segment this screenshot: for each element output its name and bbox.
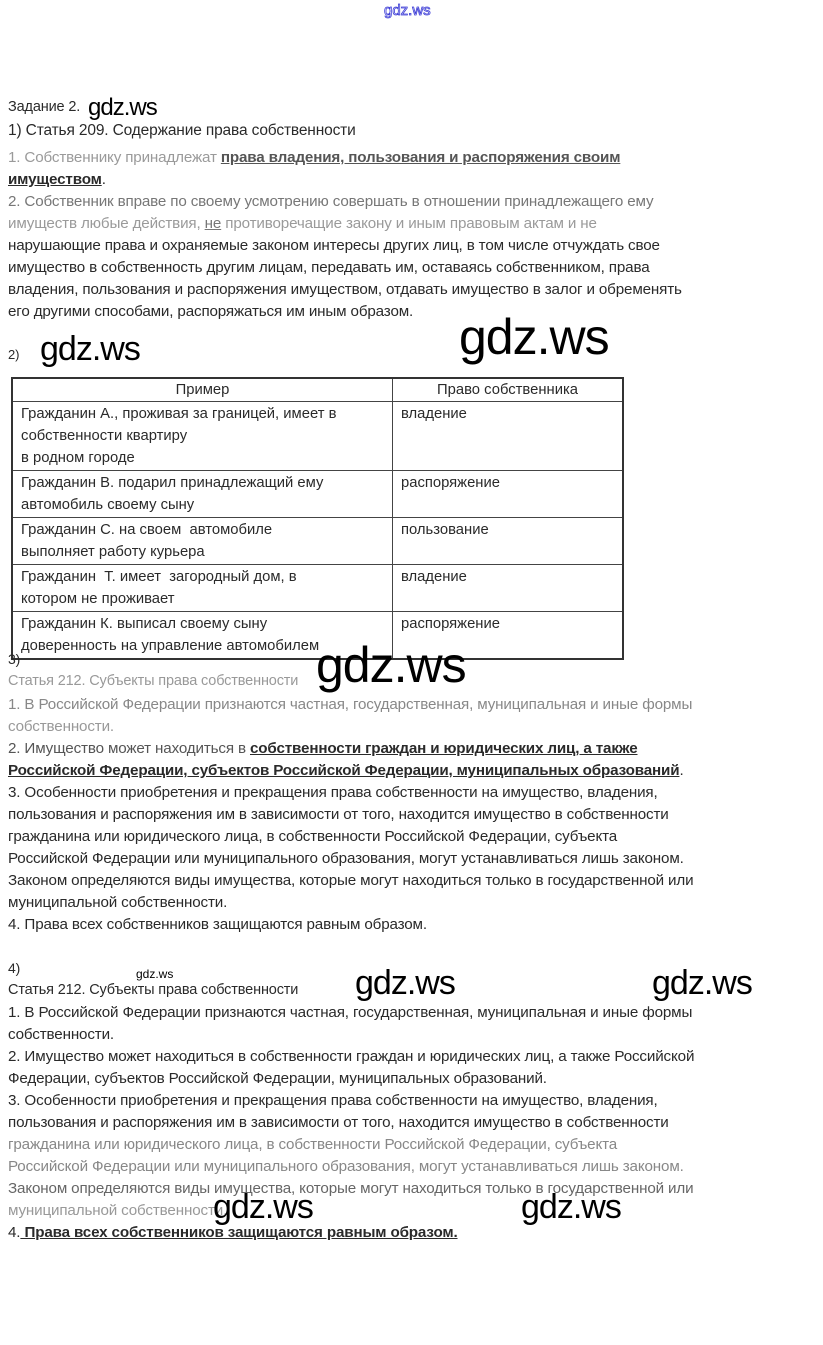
punctuation: . (101, 171, 106, 188)
example-line: выполняет работу курьера (21, 544, 205, 560)
right-cell: владение (393, 402, 624, 471)
example-line: Гражданин К. выписал своему сыну (21, 616, 268, 632)
paragraph-line: 3. Особенности приобретения и прекращения права собственности на имущество, владения, (8, 1092, 658, 1109)
example-cell (12, 565, 393, 612)
ownership-rights-table (11, 377, 624, 660)
paragraph-line: муниципальной собственности. (8, 1202, 228, 1219)
paragraph-line (8, 1224, 458, 1241)
right-cell: владение (393, 565, 624, 612)
underlined-text: собственности граждан и юридических лиц, а также (250, 740, 638, 757)
paragraph-line (8, 215, 597, 232)
table-row (12, 565, 623, 612)
paragraph-line: Законом определяются виды имущества, которые могут находиться только в государственной или (8, 872, 694, 889)
paragraph-line: 2. Имущество может находиться в собственности граждан и юридических лиц, а также Российской (8, 1048, 695, 1065)
example-cell (12, 402, 393, 471)
right-cell: распоряжение (393, 612, 624, 660)
paragraph-line: владения, пользования и распоряжения имуществом, отдавать имущество в залог и обременять (8, 281, 682, 298)
section-label: 1) (8, 122, 22, 139)
paragraph-line: имущество в собственность другим лицам, передавать им, оставаясь собственником, права (8, 259, 650, 276)
paragraph-line: муниципальной собственности. (8, 894, 228, 911)
paragraph-text: имуществ любые действия, (8, 215, 205, 232)
paragraph-text: 1. Собственнику принадлежат (8, 149, 221, 166)
table-header-row (12, 378, 623, 402)
underlined-text: Российской Федерации, субъектов Российской Федерации, муниципальных образований (8, 762, 680, 779)
table-row (12, 518, 623, 565)
paragraph-line: 3. Особенности приобретения и прекращения права собственности на имущество, владения, (8, 784, 658, 801)
paragraph-line: гражданина или юридического лица, в собственности Российской Федерации, субъекта (8, 1136, 618, 1153)
task-title: Задание 2. (8, 99, 81, 115)
example-line: в родном городе (21, 450, 135, 466)
example-line: собственности квартиру (21, 428, 188, 444)
watermark-top: gdz.ws (384, 2, 431, 19)
article-title: Статья 212. Субъекты права собственности (8, 673, 299, 689)
punctuation: . (679, 762, 684, 779)
example-line: Гражданин С. на своем автомобиле (21, 522, 273, 538)
underlined-text: Права всех собственников защищаются равным образом. (20, 1224, 458, 1241)
paragraph-line: гражданина или юридического лица, в собственности Российской Федерации, субъекта (8, 828, 618, 845)
table-row (12, 402, 623, 471)
paragraph-line: Федерации, субъектов Российской Федерации, муниципальных образований. (8, 1070, 547, 1087)
paragraph-line: собственности. (8, 718, 115, 735)
right-cell: распоряжение (393, 471, 624, 518)
paragraph-line: 1. В Российской Федерации признаются частная, государственная, муниципальная и иные формы (8, 696, 693, 713)
example-line: котором не проживает (21, 591, 175, 607)
watermark: gdz.ws (652, 964, 752, 1002)
watermark: gdz.ws (355, 964, 455, 1002)
paragraph-line: нарушающие права и охраняемые законом интересы других лиц, в том числе отчуждать свое (8, 237, 660, 254)
section2-label: 2) (8, 347, 20, 362)
paragraph-line: 1. В Российской Федерации признаются частная, государственная, муниципальная и иные формы (8, 1004, 693, 1021)
paragraph-line: 4. Права всех собственников защищаются равным образом. (8, 916, 427, 933)
example-cell (12, 471, 393, 518)
table-row (12, 471, 623, 518)
article-title: Статья 212. Субъекты права собственности (8, 982, 299, 998)
right-cell: пользование (393, 518, 624, 565)
column-header-right: Право собственника (393, 378, 624, 402)
underlined-text: права владения, пользования и распоряжения своим (220, 149, 621, 166)
watermark: gdz.ws (316, 637, 466, 693)
column-header-example: Пример (12, 378, 393, 402)
example-line: Гражданин В. подарил принадлежащий ему (21, 475, 324, 491)
section4-label: 4) (8, 960, 21, 976)
paragraph-line: Законом определяются виды имущества, которые могут находиться только в государственной или (8, 1180, 694, 1197)
underlined-text: не (204, 215, 222, 232)
article-title: Статья 209. Содержание права собственности (25, 122, 356, 139)
example-line: Гражданин А., проживая за границей, имеет в (21, 406, 337, 422)
underlined-text: имуществом (8, 171, 102, 188)
paragraph-line (8, 740, 638, 757)
watermark: gdz.ws (40, 330, 140, 368)
paragraph-line: пользования и распоряжения им в зависимости от того, находится имущество в собственности (8, 1114, 669, 1131)
section3-label: 3) (8, 651, 21, 667)
paragraph-line (8, 762, 684, 779)
section1-p1-line1 (8, 149, 620, 166)
example-line: доверенность на управление автомобилем (21, 638, 320, 654)
paragraph-line: 2. Собственник вправе по своему усмотрению совершать в отношении принадлежащего ему (8, 193, 654, 210)
paragraph-text: 2. Имущество может находиться в (8, 740, 250, 757)
section1-p1-line2 (8, 171, 106, 188)
watermark: gdz.ws (521, 1188, 621, 1226)
watermark: gdz.ws (213, 1188, 313, 1226)
watermark-small: gdz.ws (136, 967, 174, 981)
paragraph-line: его другими способами, распоряжаться им иным образом. (8, 303, 414, 320)
paragraph-line: пользования и распоряжения им в зависимости от того, находится имущество в собственности (8, 806, 669, 823)
example-line: Гражданин Т. имеет загородный дом, в (21, 569, 297, 585)
section1-heading (8, 122, 356, 140)
paragraph-text: 4. (8, 1224, 21, 1241)
example-cell (12, 518, 393, 565)
example-line: автомобиль своему сыну (21, 497, 195, 513)
paragraph-text: противоречащие закону и иным правовым актам и не (221, 215, 597, 232)
paragraph-line: Российской Федерации или муниципального образования, могут устанавливаться лишь законом. (8, 1158, 684, 1175)
paragraph-line: собственности. (8, 1026, 115, 1043)
watermark: gdz.ws (459, 309, 609, 365)
paragraph-line: Российской Федерации или муниципального образования, могут устанавливаться лишь законом. (8, 850, 684, 867)
watermark: gdz.ws (88, 94, 157, 121)
